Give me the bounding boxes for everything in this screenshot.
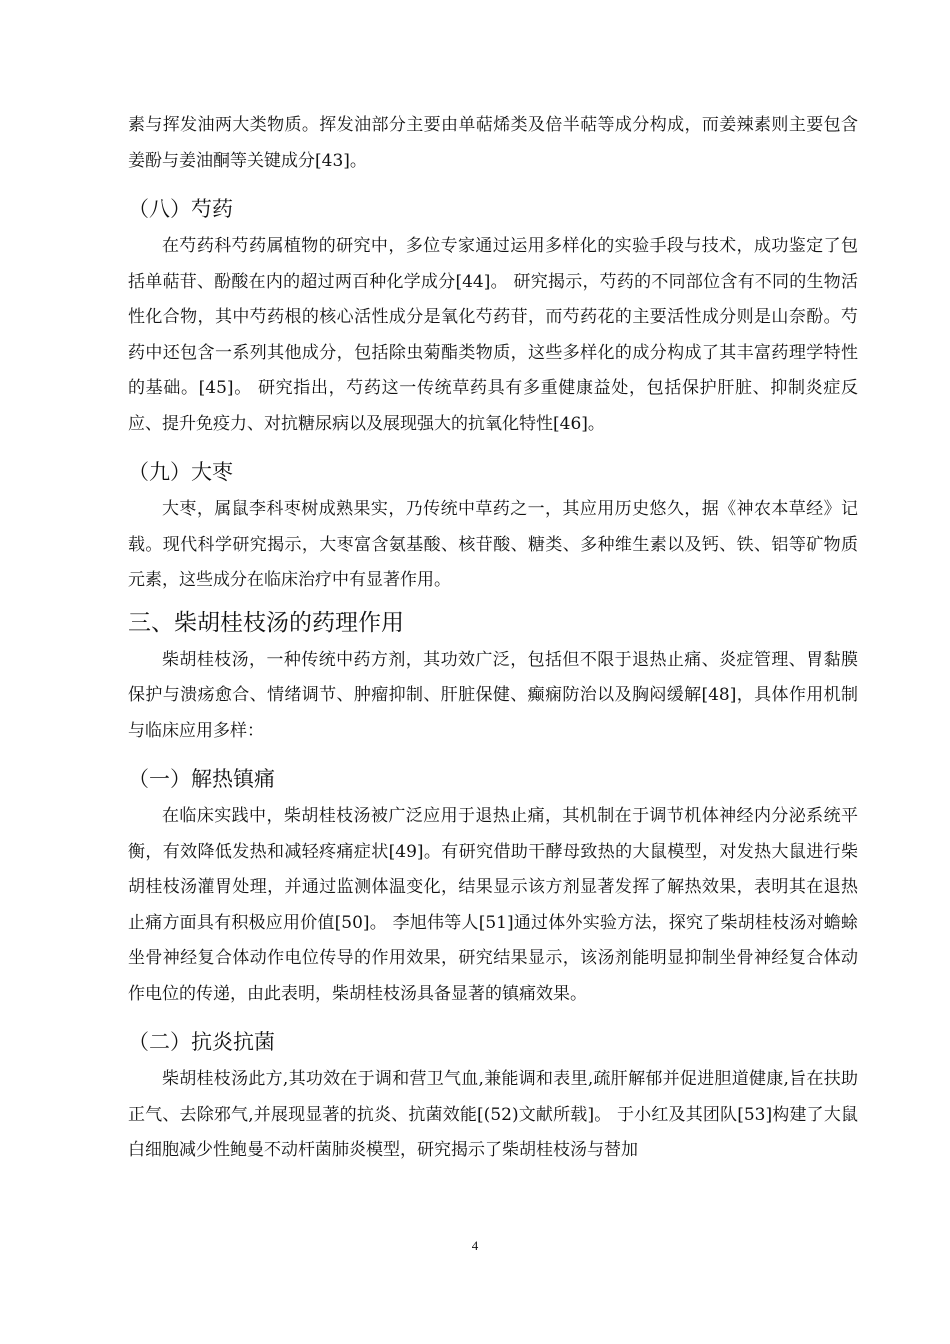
paragraph-ginger-components: 素与挥发油两大类物质。挥发油部分主要由单萜烯类及倍半萜等成分构成，而姜辣素则主要包含姜酚与姜油酮等关键成分[43]。 — [128, 115, 858, 171]
subheading-peony: （八）芍药 — [128, 197, 233, 221]
paragraph-peony: 在芍药科芍药属植物的研究中，多位专家通过运用多样化的实验手段与技术，成功鉴定了包括单萜苷、酚酸在内的超过两百种化学成分[44]。 研究揭示，芍药的不同部位含有不同的生物活性化合物，其中芍药根的核心活性成分是氧化芍药苷，而芍药花的主要活性成分则是山奈酚。芍药中还包含一系列其他成分，包括除虫菊酯类物质，这些多样化的成分构成了其丰富药理学特性的基础。[45]。 研究指出，芍药这一传统草药具有多重健康益处，包括保护肝脏、抑制炎症反应、提升免疫力、对抗糖尿病以及展现强大的抗氧化特性[46]。 — [128, 236, 858, 434]
subheading-jujube: （九）大枣 — [128, 460, 233, 484]
paragraph-pharmacology-intro: 柴胡桂枝汤，一种传统中药方剂，其功效广泛，包括但不限于退热止痛、炎症管理、胃黏膜保护与溃疡愈合、情绪调节、肿瘤抑制、肝脏保健、癫痫防治以及胸闷缓解[48]，具体作用机制与临床应用多样： — [128, 649, 858, 741]
paragraph-anti-inflammatory: 柴胡桂枝汤此方,其功效在于调和营卫气血,兼能调和表里,疏肝解郁并促进胆道健康,旨在扶助正气、去除邪气,并展现显著的抗炎、抗菌效能[(52)文献所载]。 于小红及其团队[53]构建了大鼠白细胞减少性鲍曼不动杆菌肺炎模型，研究揭示了柴胡桂枝汤与替加 — [128, 1069, 858, 1160]
page-number: 4 — [471, 1238, 479, 1253]
paragraph-antipyretic-analgesic: 在临床实践中，柴胡桂枝汤被广泛应用于退热止痛，其机制在于调节机体神经内分泌系统平衡，有效降低发热和减轻疼痛症状[49]。有研究借助干酵母致热的大鼠模型，对发热大鼠进行柴胡桂枝汤灌胃处理，并通过监测体温变化，结果显示该方剂显著发挥了解热效果，表明其在退热止痛方面具有积极应用价值[50]。 李旭伟等人[51]通过体外实验方法，探究了柴胡桂枝汤对蟾蜍坐骨神经复合体动作电位传导的作用效果，研究结果显示，该汤剂能明显抑制坐骨神经复合体动作电位的传递，由此表明，柴胡桂枝汤具备显著的镇痛效果。 — [128, 806, 858, 1004]
page-content — [128, 108, 858, 1169]
subheading-antipyretic-analgesic: （一）解热镇痛 — [128, 767, 275, 791]
section-heading-pharmacology: 三、柴胡桂枝汤的药理作用 — [128, 609, 404, 636]
subheading-anti-inflammatory: （二）抗炎抗菌 — [128, 1030, 275, 1054]
paragraph-jujube: 大枣，属鼠李科枣树成熟果实，乃传统中草药之一，其应用历史悠久，据《神农本草经》记载。现代科学研究揭示，大枣富含氨基酸、核苷酸、糖类、多种维生素以及钙、铁、铝等矿物质元素，这些成分在临床治疗中有显著作用。 — [128, 499, 858, 590]
